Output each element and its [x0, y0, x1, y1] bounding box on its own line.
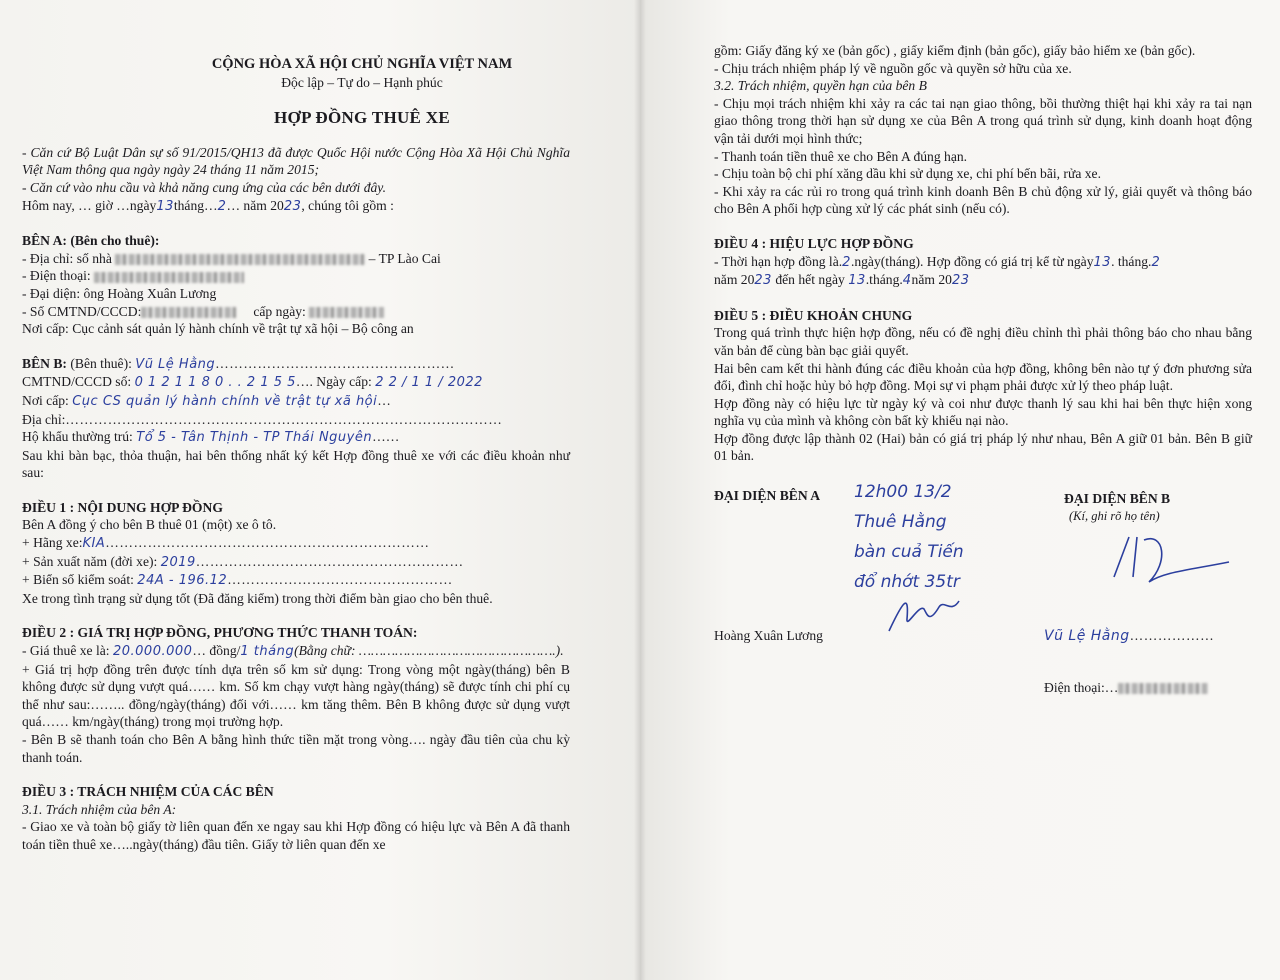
brand-handwritten: KIA: [82, 536, 106, 552]
handwritten-note: [854, 477, 1054, 597]
date-year-handwritten: 23: [283, 198, 302, 214]
general-clause-1: Trong quá trình thực hiện hợp đồng, nếu có đề nghị điều chỉnh thì phải thông báo cho nhau bằng văn bản để cùng bàn bạc giải quyết.: [714, 325, 1252, 358]
general-clause-3: Hợp đồng này có hiệu lực từ ngày ký và coi như được thanh lý sau khi hai bên thực hiện xong nghĩa vụ của mình và không còn bất kỳ khiếu nại nào.: [714, 395, 1252, 429]
term-year-label: năm 20: [714, 272, 755, 288]
address-label: - Địa chỉ: số nhà: [22, 250, 112, 266]
document-title: HỢP ĐỒNG THUÊ XE: [274, 108, 450, 128]
term-end-year-label: năm 20: [911, 272, 952, 288]
article-2-payment-clause: - Bên B sẽ thanh toán cho Bên A bằng hình thức tiền mặt trong vòng…. ngày đầu tiên của chu kỳ thanh toán.: [22, 732, 570, 765]
redacted-phone: [94, 272, 244, 283]
plate-label: + Biển số kiểm soát:: [22, 572, 134, 588]
term-from-label: .ngày(tháng). Hợp đồng có giá trị kể từ ngày: [850, 253, 1094, 269]
date-month-handwritten: 2: [217, 198, 227, 214]
term-prefix: - Thời hạn hợp đồng là.: [714, 253, 843, 269]
date-prefix: Hôm nay, … giờ …ngày: [22, 197, 157, 213]
date-suffix: , chúng tôi gồm :: [301, 197, 394, 213]
b-perm-handwritten: Tổ 5 - Tân Thịnh - TP Thái Nguyên: [136, 430, 373, 446]
article-3-heading: ĐIỀU 3 : TRÁCH NHIỆM CỦA CÁC BÊN: [22, 784, 274, 800]
article-1-heading: ĐIỀU 1 : NỘI DUNG HỢP ĐỒNG: [22, 499, 223, 515]
term-until-label: đến hết ngày: [771, 272, 849, 288]
agreement-statement: Sau khi bàn bạc, thỏa thuận, hai bên thống nhất ký kết Hợp đồng thuê xe với các điều khoản như sau:: [22, 447, 570, 481]
legal-basis-1: - Căn cứ Bộ Luật Dân sự số 91/2015/QH13 đã được Quốc Hội nước Cộng Hòa Xã Hội Chủ Nghĩa Việt Nam thông qua ngày ngày 24 tháng 11 năm 2015;: [22, 144, 570, 178]
party-b-risk-duty: - Khi xảy ra các rủi ro trong quá trình kinh doanh Bên B chủ động xử lý, giải quyết và thông báo cho Bên A phối hợp cùng xử lý các phát sinh (nếu có).: [714, 183, 1252, 217]
documents-continued: gồm: Giấy đăng ký xe (bản gốc) , giấy kiểm định (bản gốc), giấy bảo hiểm xe (bản gốc).: [714, 43, 1196, 58]
handwritten-note-line: bàn cuả Tiến: [854, 542, 964, 563]
term-start-month-handwritten: 2: [1151, 254, 1161, 270]
representative-b-label: ĐẠI DIỆN BÊN B: [1064, 491, 1171, 507]
b-date-handwritten: 2 2 / 1 1 / 2022: [375, 375, 483, 391]
representative-b-note: (Kí, ghi rõ họ tên): [1069, 509, 1160, 524]
article-3-1-heading: 3.1. Trách nhiệm của bên A:: [22, 801, 177, 817]
price-in-words: (Bằng chữ: ………………………………………….).: [294, 643, 564, 659]
party-a-heading: BÊN A: (Bên cho thuê):: [22, 233, 160, 249]
party-b-name-line: BÊN B: (Bên thuê): Vũ Lệ Hằng……………………………………………: [22, 355, 455, 372]
term-end-year-handwritten: 23: [951, 273, 970, 289]
year-label: + Sản xuất năm (đời xe):: [22, 553, 158, 569]
b-id-label: CMTND/CCCD số:: [22, 374, 132, 390]
party-a-phone: [22, 267, 570, 285]
term-start-day-handwritten: 13: [1093, 254, 1112, 270]
handwritten-note-line: Thuê Hằng: [854, 512, 947, 533]
redacted-issue-date: [309, 307, 384, 318]
party-b-name-handwritten: Vũ Lệ Hằng: [135, 356, 216, 372]
plate-handwritten: 24A - 196.12: [137, 573, 228, 589]
party-a-address: [22, 250, 570, 268]
representative-b-name-handwritten: Vũ Lệ Hằng: [1044, 628, 1130, 645]
general-clause-2: Hai bên cam kết thi hành đúng các điều khoản của hợp đồng, không bên nào tự ý đơn phương sửa đổi, đình chỉ hoặc hủy bỏ hợp đồng. Mọi sự vi phạm phải được xử lý theo pháp luật.: [714, 360, 1252, 394]
redacted-id: [141, 307, 236, 318]
article-5-heading: ĐIỀU 5 : ĐIỀU KHOẢN CHUNG: [714, 307, 913, 323]
article-3-2-heading: 3.2. Trách nhiệm, quyền hạn của bên B: [714, 78, 927, 94]
phone-label: Điện thoại:: [1044, 680, 1105, 696]
b-date-label: Ngày cấp:: [316, 374, 372, 390]
party-b-costs-duty: - Chịu toàn bộ chi phí xăng dầu khi sử dụng xe, chi phí bến bãi, rửa xe.: [714, 166, 1101, 182]
party-a-representative: - Đại diện: ông Hoàng Xuân Lương: [22, 285, 217, 301]
car-plate-line: + Biển số kiểm soát: 24A - 196.12…………………………………………: [22, 572, 453, 589]
article-2-km-clause: + Giá trị hợp đồng trên được tính dựa trên số km sử dụng: Trong vòng một ngày(tháng) bên B không được sử dụng vượt quá…… km. Số km chạy vượt hàng ngày(tháng) sẽ được tính chi phí cụ thể như sau:…….. đồng/ngày(tháng) đối với…… km tăng thêm. Bên B không được sử dụng vượt quá…… km/ngày(tháng) trong mọi trường hợp.: [22, 661, 570, 730]
b-place-handwritten: Cục CS quản lý hành chính về trật tự xã hội: [72, 393, 378, 409]
brand-label: + Hãng xe:: [22, 535, 83, 551]
b-addr-label: Địa chỉ:: [22, 411, 66, 427]
price-line: - Giá thuê xe là: 20.000.000… đồng/1 tháng(Bằng chữ: ………………………………………….).: [22, 643, 564, 660]
party-b-payment-duty: - Thanh toán tiền thuê xe cho Bên A đúng hạn.: [714, 148, 968, 164]
b-perm-label: Hộ khẩu thường trú:: [22, 429, 133, 445]
article-3-1-clause: - Giao xe và toàn bộ giấy tờ liên quan đến xe ngay sau khi Hợp đồng có hiệu lực và Bên A đã thanh toán tiền thuê xe…..ngày(tháng) đầu tiên. Giấy tờ liên quan đến xe: [22, 819, 570, 852]
date-day-handwritten: 13: [156, 198, 174, 214]
party-b-permanent-line: Hộ khẩu thường trú: Tổ 5 - Tân Thịnh - TP Thái Nguyên……: [22, 429, 400, 446]
representative-a-name: Hoàng Xuân Lương: [714, 628, 823, 644]
party-b-accident-duty: - Chịu mọi trách nhiệm khi xảy ra các tai nạn giao thông, bồi thường thiệt hại khi xảy ra tai nạn giao thông trong thời hạn sử dụng xe của Bên A trong quá trình sử dụng, kinh doanh hoạt động vận tải dưới mọi hình thức;: [714, 95, 1252, 146]
handwritten-note-line: đổ nhớt 35tr: [854, 572, 960, 593]
party-b-id-line: CMTND/CCCD số: 0 1 2 1 1 8 0 . . 2 1 5 5…. Ngày cấp: 2 2 / 1 1 / 2022: [22, 374, 483, 391]
year-handwritten: 2019: [160, 554, 196, 570]
redacted-address: [115, 254, 365, 265]
legal-basis-2: - Căn cứ vào nhu cầu và khả năng cung ứng của các bên dưới đây.: [22, 179, 386, 195]
national-title: CỘNG HÒA XÃ HỘI CHỦ NGHĨA VIỆT NAM: [211, 56, 513, 72]
party-a-legal-duty: - Chịu trách nhiệm pháp lý về nguồn gốc và quyền sở hữu của xe.: [714, 60, 1072, 76]
contract-page-right: [640, 0, 1280, 980]
article-1-condition: Xe trong tình trạng sử dụng tốt (Đã đăng kiểm) trong thời điểm bàn giao cho bên thuê.: [22, 590, 493, 606]
party-b-place-line: Nơi cấp: Cục CS quản lý hành chính về trật tự xã hội…: [22, 392, 391, 409]
party-b-subheading: (Bên thuê):: [70, 355, 132, 371]
price-unit-handwritten: 1 tháng: [240, 644, 295, 660]
date-month-label: tháng…: [173, 197, 218, 213]
party-a-issued-by: Nơi cấp: Cục cảnh sát quản lý hành chính về trật tự xã hội – Bộ công an: [22, 321, 414, 337]
price-handwritten: 20.000.000: [112, 644, 193, 660]
representative-a-label: ĐẠI DIỆN BÊN A: [714, 488, 821, 504]
party-b-address-line: Địa chỉ:…………………………………………………………………………………: [22, 411, 503, 427]
term-end-day-handwritten: 13: [848, 273, 866, 289]
phone-label: - Điện thoại:: [22, 268, 91, 284]
contract-term: [714, 253, 1252, 290]
signature-b-icon: [1109, 532, 1239, 587]
representative-b-phone: Điện thoại:…: [1044, 679, 1208, 697]
id-label: - Số CMTND/CCCD:: [22, 303, 142, 319]
representative-b-name-line: Vũ Lệ Hằng………………: [1044, 628, 1215, 645]
address-city: – TP Lào Cai: [368, 250, 441, 266]
handwritten-note-line: 12h00 13/2: [854, 482, 952, 503]
b-id-handwritten: 0 1 2 1 1 8 0 . . 2 1 5 5: [134, 375, 296, 391]
issue-date-label: cấp ngày:: [253, 303, 306, 319]
car-brand-line: + Hãng xe:KIA……………………………………………………………: [22, 535, 430, 552]
price-unit: đồng/: [209, 643, 241, 659]
b-place-label: Nơi cấp:: [22, 392, 69, 408]
party-a-id: [22, 303, 570, 321]
article-4-heading: ĐIỀU 4 : HIỆU LỰC HỢP ĐỒNG: [714, 235, 914, 251]
party-b-heading: BÊN B:: [22, 355, 67, 371]
general-clause-4: Hợp đồng được lập thành 02 (Hai) bản có giá trị pháp lý như nhau, Bên A giữ 01 bản. Bên B giữ 01 bản.: [714, 430, 1252, 464]
term-months-handwritten: 2: [842, 254, 851, 270]
signature-block: [714, 477, 1252, 696]
term-end-month-handwritten: 4: [902, 273, 912, 289]
car-year-line: + Sản xuất năm (đời xe): 2019…………………………………………………: [22, 553, 464, 570]
term-month-label: . tháng.: [1111, 253, 1152, 269]
redacted-phone: [1118, 683, 1208, 694]
date-year-label: … năm 20: [226, 197, 284, 213]
signature-a-icon: [879, 589, 969, 639]
term-end-month-label: .tháng.: [865, 272, 903, 288]
contract-date-line: [22, 197, 570, 216]
price-label: - Giá thuê xe là:: [22, 643, 110, 659]
page-fold: [634, 0, 646, 980]
national-motto: Độc lập – Tự do – Hạnh phúc: [281, 74, 443, 90]
article-1-intro: Bên A đồng ý cho bên B thuê 01 (một) xe ô tô.: [22, 517, 277, 533]
article-2-heading: ĐIỀU 2 : GIÁ TRỊ HỢP ĐỒNG, PHƯƠNG THỨC THANH TOÁN:: [22, 625, 418, 641]
term-start-year-handwritten: 23: [754, 273, 772, 289]
